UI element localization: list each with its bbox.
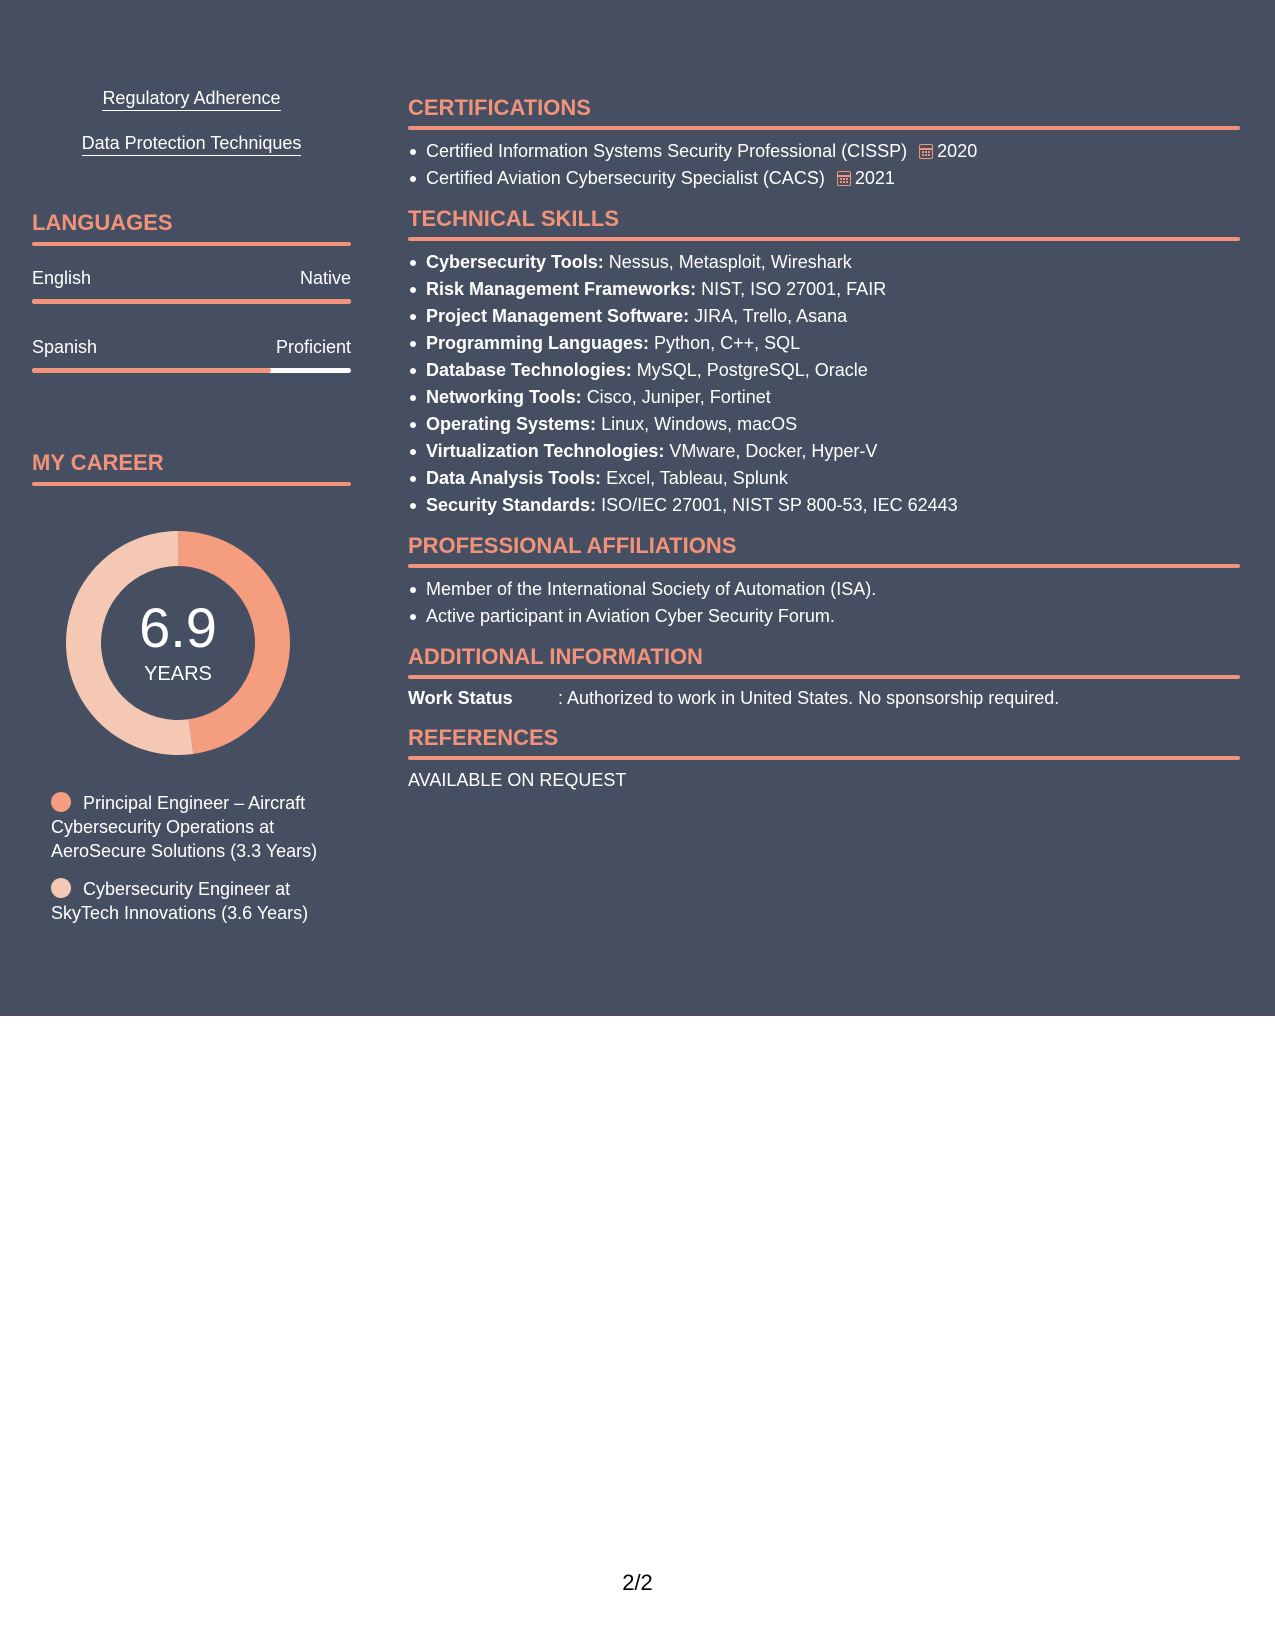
skill-values: Nessus, Metasploit, Wireshark [608, 252, 852, 272]
career-donut-chart [66, 531, 290, 755]
references-section [408, 725, 1240, 791]
language-name: English [32, 268, 92, 288]
skill-values: Linux, Windows, macOS [601, 414, 798, 434]
skill-row [408, 249, 1240, 276]
career-years-label: YEARS [144, 663, 212, 685]
skill-category: Operating Systems: [426, 414, 597, 434]
skill-values: VMware, Docker, Hyper-V [669, 441, 878, 461]
language-bar-fill [32, 299, 351, 304]
section-title: REFERENCES [408, 725, 559, 750]
skill-row [408, 411, 1240, 438]
skill-category: Risk Management Frameworks: [426, 279, 697, 299]
affiliations-section [408, 533, 1240, 630]
technical-skills-list [408, 249, 1240, 519]
skill-values: Cisco, Juniper, Fortinet [586, 387, 771, 407]
skill-values: ISO/IEC 27001, NIST SP 800-53, IEC 62443 [601, 495, 958, 515]
section-divider [408, 675, 1240, 679]
section-divider [408, 126, 1240, 130]
skill-row [408, 330, 1240, 357]
skill-values: NIST, ISO 27001, FAIR [701, 279, 887, 299]
work-status-label: Work Status [408, 688, 513, 708]
section-title: CERTIFICATIONS [408, 95, 591, 120]
language-bar [32, 299, 351, 304]
skill-category: Virtualization Technologies: [426, 441, 665, 461]
section-divider [408, 564, 1240, 568]
skill-category: Cybersecurity Tools: [426, 252, 604, 272]
skill-category: Project Management Software: [426, 306, 690, 326]
section-divider [408, 756, 1240, 760]
certification-name: Certified Information Systems Security Professional (CISSP) [426, 141, 908, 161]
section-title: ADDITIONAL INFORMATION [408, 644, 703, 669]
skill-values: JIRA, Trello, Asana [694, 306, 848, 326]
additional-info-section [408, 644, 1240, 711]
language-level: Proficient [275, 337, 351, 357]
section-title: LANGUAGES [32, 210, 173, 235]
skill-row [408, 465, 1240, 492]
work-status-value: : Authorized to work in United States. No sponsorship required. [558, 688, 1060, 708]
language-level: Native [299, 268, 351, 288]
languages-section [32, 210, 351, 246]
skill-values: MySQL, PostgreSQL, Oracle [636, 360, 868, 380]
work-status-row [408, 685, 1240, 711]
skill-category: Programming Languages: [426, 333, 650, 353]
skill-row [408, 384, 1240, 411]
skill-label: Data Protection Techniques [82, 133, 302, 156]
certification-item [408, 165, 1240, 192]
section-title: PROFESSIONAL AFFILIATIONS [408, 533, 737, 558]
page-number: 2/2 [622, 1570, 653, 1595]
affiliations-list [408, 576, 1240, 630]
language-bar [32, 368, 351, 373]
certification-year: 2020 [937, 141, 978, 161]
skill-row [408, 276, 1240, 303]
legend-dot-icon [51, 792, 71, 812]
skill-category: Data Analysis Tools: [426, 468, 602, 488]
calendar-icon [919, 144, 933, 159]
language-name: Spanish [32, 337, 98, 357]
calendar-icon [837, 171, 851, 186]
career-legend-text: Principal Engineer – Aircraft Cybersecurity Operations at AeroSecure Solutions (3.3 Years) [51, 793, 318, 861]
section-title: MY CAREER [32, 450, 164, 475]
certifications-list [408, 138, 1240, 192]
certifications-section [408, 95, 1240, 192]
skill-row [408, 357, 1240, 384]
skill-values: Excel, Tableau, Splunk [606, 468, 788, 488]
affiliation-item: Member of the International Society of Automation (ISA). [408, 576, 1240, 603]
career-total-years: 6.9 [139, 596, 217, 659]
skill-row [408, 303, 1240, 330]
certification-name: Certified Aviation Cybersecurity Specialist (CACS) [426, 168, 825, 188]
skill-category: Networking Tools: [426, 387, 582, 407]
section-divider [32, 242, 351, 246]
certification-year: 2021 [854, 168, 895, 188]
technical-skills-section [408, 206, 1240, 519]
career-legend-text: Cybersecurity Engineer at SkyTech Innovations (3.6 Years) [51, 879, 309, 923]
career-section [32, 450, 351, 486]
references-text: AVAILABLE ON REQUEST [408, 770, 627, 790]
section-title: TECHNICAL SKILLS [408, 206, 620, 231]
language-bar-fill [32, 368, 271, 373]
skill-label: Regulatory Adherence [102, 88, 280, 111]
skill-row [408, 438, 1240, 465]
legend-dot-icon [51, 878, 71, 898]
career-legend-item [51, 877, 341, 925]
certification-item [408, 138, 1240, 165]
skill-values: Python, C++, SQL [654, 333, 801, 353]
skill-item [32, 88, 351, 109]
skill-row [408, 492, 1240, 519]
skill-category: Database Technologies: [426, 360, 632, 380]
career-legend-item [51, 791, 341, 863]
section-divider [408, 237, 1240, 241]
section-divider [32, 482, 351, 486]
skill-category: Security Standards: [426, 495, 597, 515]
skill-item [32, 133, 351, 154]
affiliation-item: Active participant in Aviation Cyber Security Forum. [408, 603, 1240, 630]
